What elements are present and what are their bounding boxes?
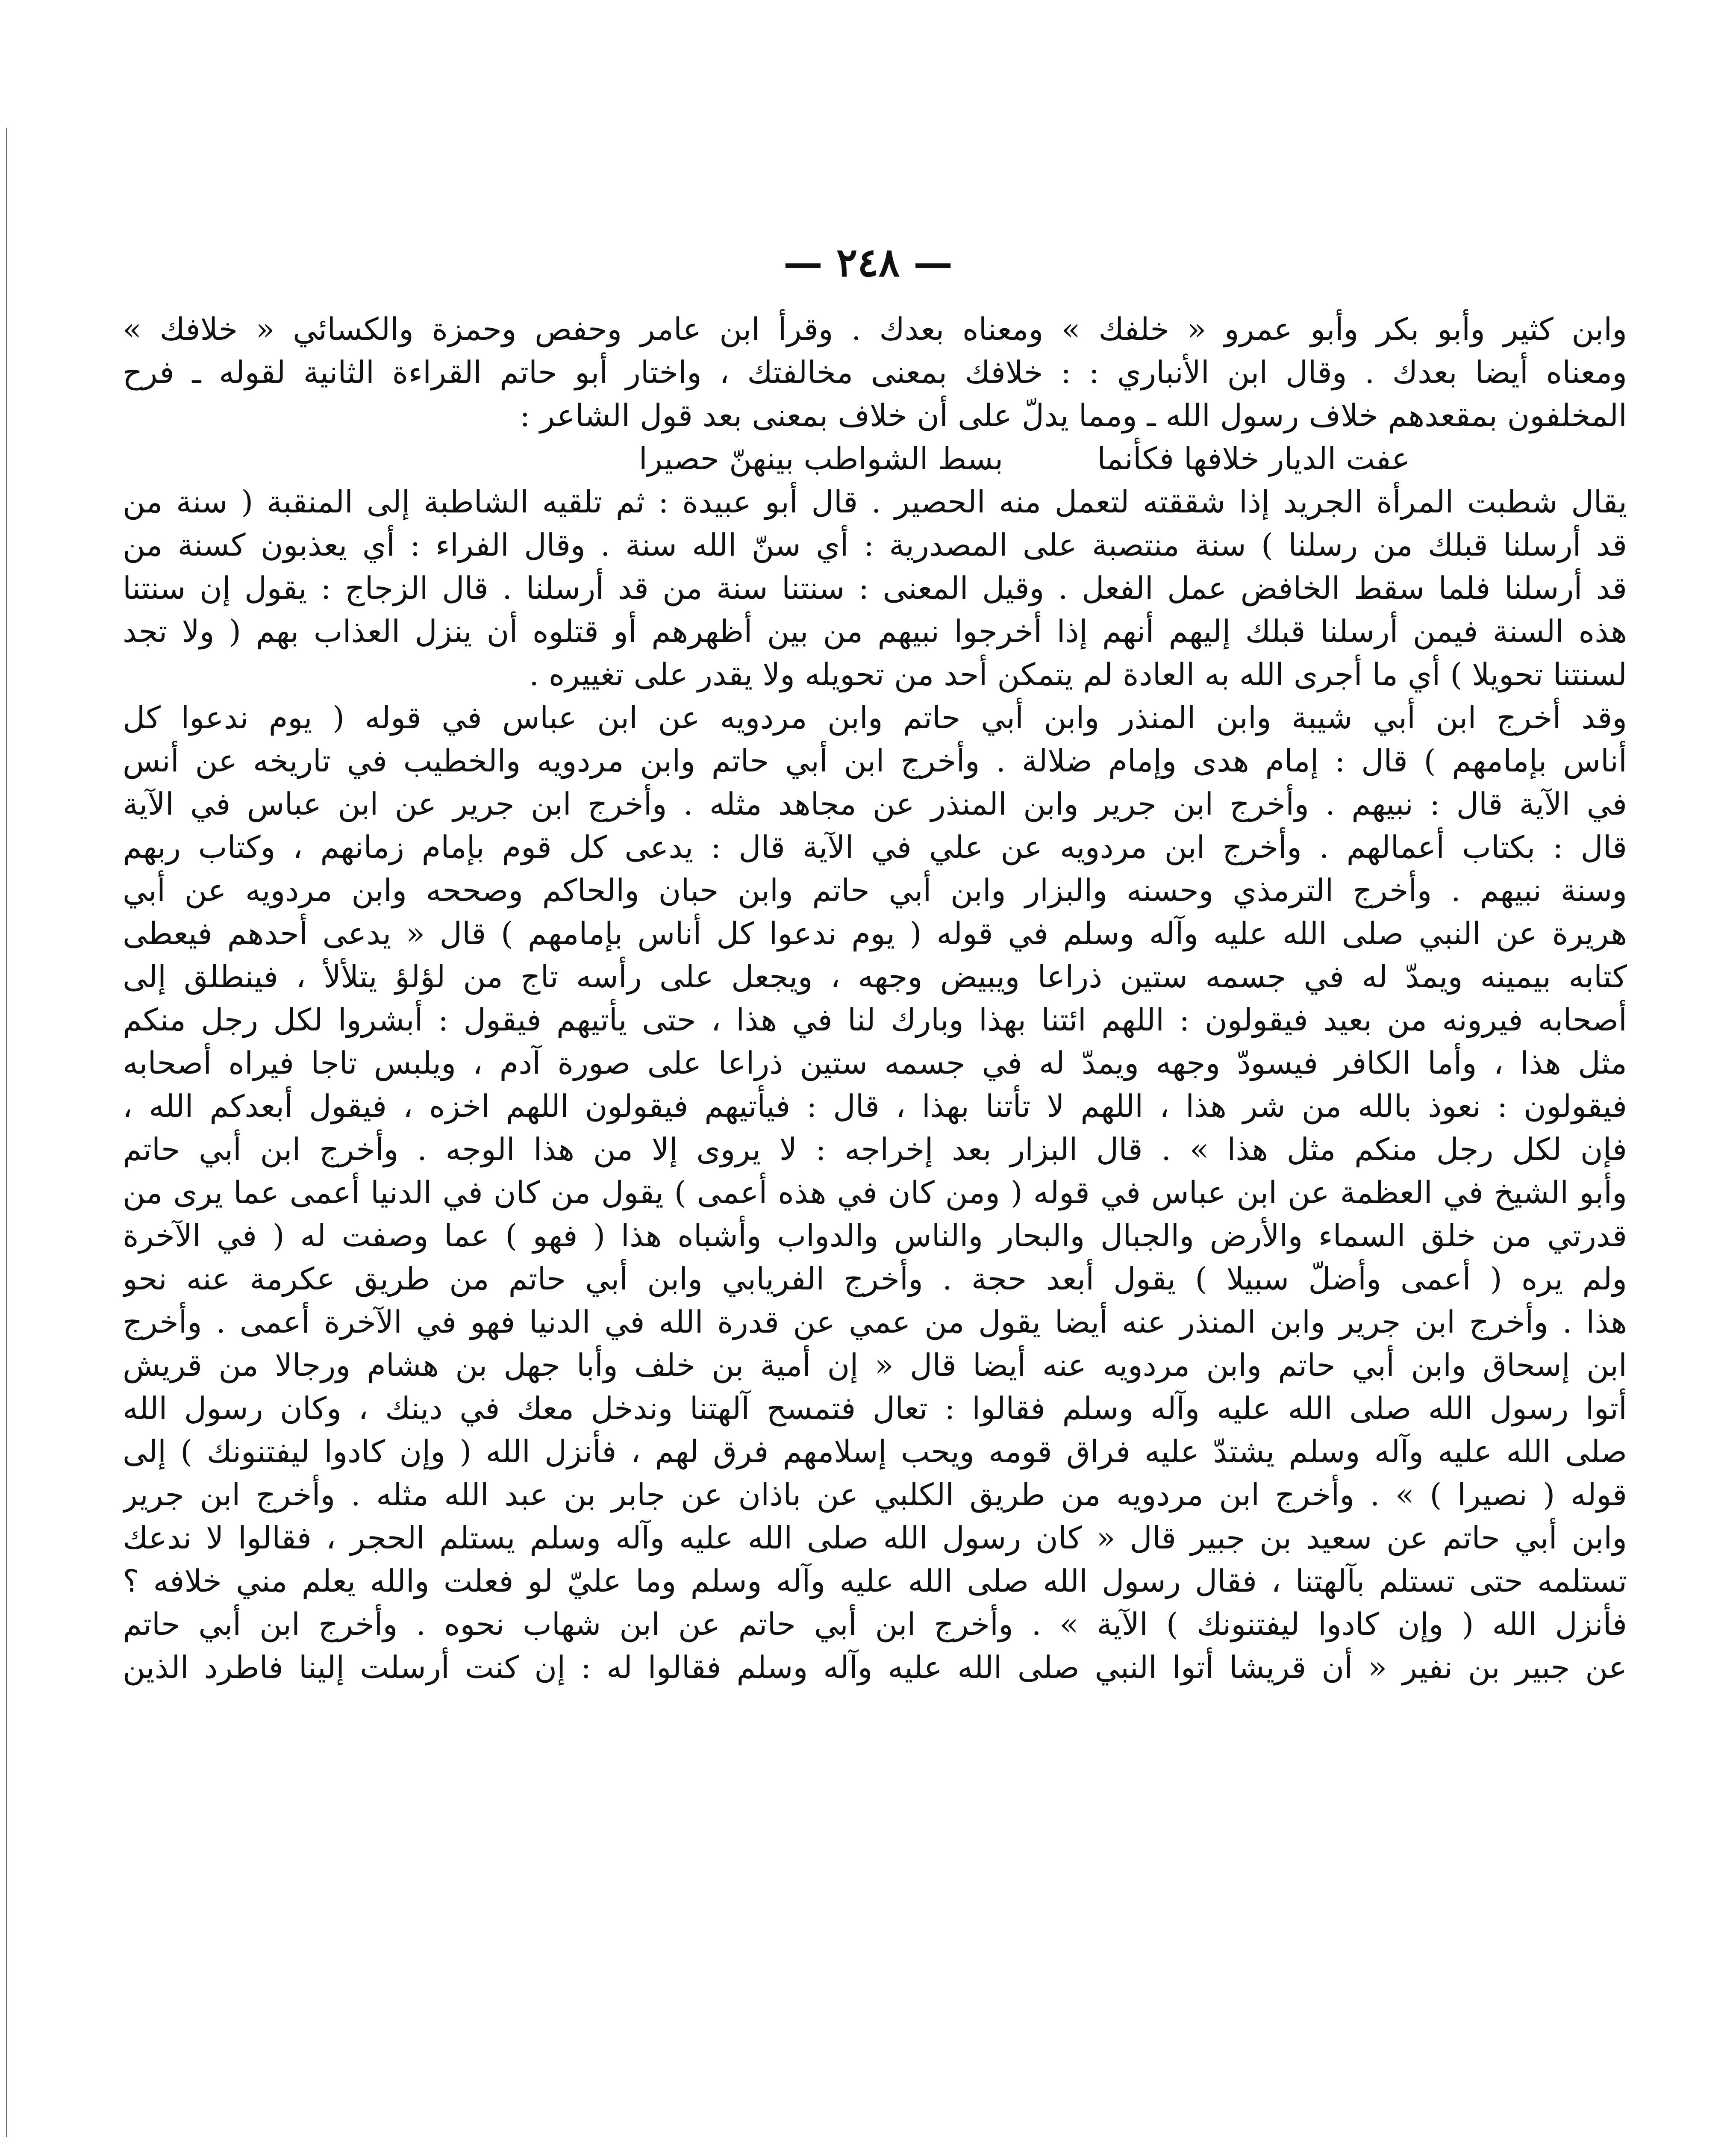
- text-line: كتابه بيمينه ويمدّ له في جسمه ستين ذراعا ويبيض وجهه ، ويجعل على رأسه تاج من لؤلؤ يتلألأ ، فينطلق إلى: [123, 959, 1627, 995]
- body-text: [123, 308, 1627, 1689]
- text-line: وأبو الشيخ في العظمة عن ابن عباس في قوله ( ومن كان في هذه أعمى ) يقول من كان في الدنيا أعمى عما يرى من: [123, 1174, 1627, 1210]
- text-line: فيقولون : نعوذ بالله من شر هذا ، اللهم لا تأتنا بهذا ، قال : فيأتيهم فيقولون اللهم اخزه ، فيقول أبعدكم الله ،: [123, 1088, 1627, 1124]
- text-line: أصحابه فيرونه من بعيد فيقولون : اللهم ائتنا بهذا وبارك لنا في هذا ، حتى يأتيهم فيقول : أبشروا لكل رجل منكم: [123, 1002, 1627, 1038]
- text-line: فأنزل الله ( وإن كادوا ليفتنونك ) الآية » . وأخرج ابن أبي حاتم عن ابن شهاب نحوه . وأخرج ابن أبي حاتم: [123, 1606, 1627, 1642]
- text-line: ولم يره ( أعمى وأضلّ سبيلا ) يقول أبعد حجة . وأخرج الفريابي وابن أبي حاتم من طريق عكرمة عنه نحو: [123, 1261, 1627, 1297]
- text-line: فإن لكل رجل منكم مثل هذا » . قال البزار بعد إخراجه : لا يروى إلا من هذا الوجه . وأخرج ابن أبي حاتم: [123, 1131, 1627, 1167]
- text-line: المخلفون بمقعدهم خلاف رسول الله ـ ومما يدلّ على أن خلاف بمعنى بعد قول الشاعر :: [520, 397, 1627, 433]
- text-line: وابن أبي حاتم عن سعيد بن جبير قال « كان رسول الله صلى الله عليه وآله وسلم يستلم الحجر ، فقالوا لا ندعك: [123, 1520, 1627, 1556]
- text-line: قد أرسلنا قبلك من رسلنا ) سنة منتصبة على المصدرية : أي سنّ الله سنة . وقال الفراء : أي يعذبون كسنة من: [123, 527, 1627, 563]
- text-line: قدرتي من خلق السماء والأرض والجبال والبحار والناس والدواب وأشباه هذا ( فهو ) عما وصفت له ( في الآخرة: [123, 1218, 1627, 1254]
- text-line: هذه السنة فيمن أرسلنا قبلك إليهم أنهم إذا أخرجوا نبيهم من بين أظهرهم أو قتلوه أن ينزل العذاب بهم ( ولا تجد: [123, 613, 1627, 649]
- poem-hemistich: عفت الديار خلافها فكأنما: [1097, 441, 1410, 477]
- text-line: وسنة نبيهم . وأخرج الترمذي وحسنه والبزار وابن أبي حاتم وابن حبان والحاكم وصححه وابن مردويه عن أبي: [123, 872, 1627, 908]
- text-line: قوله ( نصيرا ) » . وأخرج ابن مردويه من طريق الكلبي عن باذان عن جابر بن عبد الله مثله . وأخرج ابن جرير: [123, 1477, 1627, 1513]
- text-line: يقال شطبت المرأة الجريد إذا شققته لتعمل منه الحصير . قال أبو عبيدة : ثم تلقيه الشاطبة إلى المنقبة ( سنة من: [123, 484, 1627, 520]
- text-line: قد أرسلنا فلما سقط الخافض عمل الفعل . وقيل المعنى : سنتنا سنة من قد أرسلنا . قال الزجاج : يقول إن سنتنا: [123, 570, 1627, 606]
- text-line: وابن كثير وأبو بكر وأبو عمرو « خلفك » ومعناه بعدك . وقرأ ابن عامر وحفص وحمزة والكسائي « خلافك »: [123, 311, 1627, 347]
- text-line: في الآية قال : نبيهم . وأخرج ابن جرير وابن المنذر عن مجاهد مثله . وأخرج ابن جرير عن ابن عباس في الآية: [123, 786, 1627, 822]
- text-line: صلى الله عليه وآله وسلم يشتدّ عليه فراق قومه ويحب إسلامهم فرق لهم ، فأنزل الله ( وإن كادوا ليفتنونك ) إلى: [123, 1433, 1627, 1469]
- text-line: وقد أخرج ابن أبي شيبة وابن المنذر وابن أبي حاتم وابن مردويه عن ابن عباس في قوله ( يوم ندعوا كل: [123, 700, 1627, 736]
- text-line: هريرة عن النبي صلى الله عليه وآله وسلم في قوله ( يوم ندعوا كل أناس بإمامهم ) قال « يدعى أحدهم فيعطى: [123, 915, 1627, 951]
- text-line: ومعناه أيضا بعدك . وقال ابن الأنباري : : خلافك بمعنى مخالفتك ، واختار أبو حاتم القراءة الثانية لقوله ـ فرح: [123, 354, 1627, 390]
- text-line: قال : بكتاب أعمالهم . وأخرج ابن مردويه عن علي في الآية قال : يدعى كل قوم بإمام زمانهم ، وكتاب ربهم: [123, 829, 1627, 865]
- text-line: تستلمه حتى تستلم بآلهتنا ، فقال رسول الله صلى الله عليه وآله وسلم وما عليّ لو فعلت والله يعلم مني خلافه ؟: [123, 1563, 1627, 1599]
- margin-rule: [6, 128, 7, 2137]
- text-line: أتوا رسول الله صلى الله عليه وآله وسلم فقالوا : تعال فتمسح آلهتنا وندخل معك في دينك ، وكان رسول الله: [123, 1390, 1627, 1426]
- text-line: ابن إسحاق وابن أبي حاتم وابن مردويه عنه أيضا قال « إن أمية بن خلف وأبا جهل بن هشام ورجالا من قريش: [123, 1347, 1627, 1383]
- text-line: لسنتنا تحويلا ) أي ما أجرى الله به العادة لم يتمكن أحد من تحويله ولا يقدر على تغييره .: [529, 656, 1627, 692]
- text-line: مثل هذا ، وأما الكافر فيسودّ وجهه ويمدّ له في جسمه ستين ذراعا على صورة آدم ، ويلبس تاجا فيراه أصحابه: [123, 1045, 1627, 1081]
- text-line: هذا . وأخرج ابن جرير وابن المنذر عنه أيضا يقول من عمي عن قدرة الله في الدنيا فهو في الآخرة أعمى . وأخرج: [123, 1304, 1627, 1340]
- text-line: أناس بإمامهم ) قال : إمام هدى وإمام ضلالة . وأخرج ابن أبي حاتم وابن مردويه والخطيب في تاريخه عن أنس: [123, 743, 1627, 779]
- poem-verse: [123, 437, 1627, 480]
- poem-hemistich: بسط الشواطب بينهنّ حصيرا: [638, 441, 1003, 477]
- page-number: — ٢٤٨ —: [783, 239, 953, 286]
- text-line: عن جبير بن نفير « أن قريشا أتوا النبي صلى الله عليه وآله وسلم فقالوا له : إن كنت أرسلت إلينا فاطرد الذين: [123, 1649, 1627, 1685]
